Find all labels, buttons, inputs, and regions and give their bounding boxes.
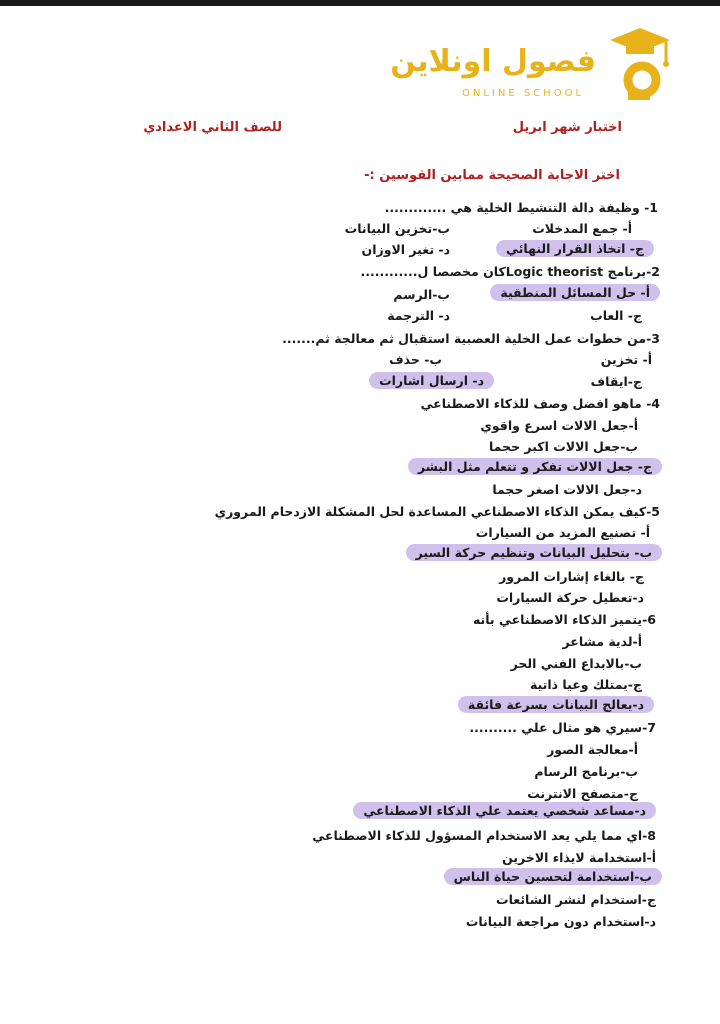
question-7: 7-سيري هو مثال علي .......... [469, 720, 656, 735]
option-1d: د- تغير الاوزان [361, 242, 450, 257]
top-border [0, 0, 720, 6]
option-5c: ج- بالغاء إشارات المرور [499, 569, 644, 584]
option-3d-highlighted: د- ارسال اشارات [369, 372, 494, 389]
option-6d-highlighted: د-يعالج البيانات بسرعة فائقة [458, 696, 654, 713]
option-4a: أ-جعل الالات اسرع واقوي [480, 418, 638, 433]
option-6c: ج-يمتلك وعيا ذاتية [530, 677, 642, 692]
option-8b-highlighted: ب-استخدامة لتحسين حياة الناس [444, 868, 662, 885]
option-2a-highlighted: أ- حل المسائل المنطقية [490, 284, 660, 301]
option-8c: ج-استخدام لنشر الشائعات [496, 892, 656, 907]
option-1a: أ- جمع المدخلات [532, 221, 632, 236]
option-6a: أ-لدية مشاعر [562, 634, 642, 649]
exam-title: اختبار شهر ابريل [512, 120, 622, 135]
option-7d-highlighted: د-مساعد شخصي يعتمد علي الذكاء الاصطناعي [353, 802, 656, 819]
question-8: 8-اي مما يلي يعد الاستخدام المسؤول للذكاء الاصطناعي [312, 828, 656, 843]
option-4c-highlighted: ج- جعل الالات تفكر و تتعلم مثل البشر [408, 458, 662, 475]
option-3b: ب- حذف [389, 352, 442, 367]
option-3c: ج-ايقاف [590, 374, 642, 389]
logo-arabic-text: فصول اونلاين [390, 44, 596, 79]
option-8a: أ-استخدامة لايذاء الاخرين [502, 850, 656, 865]
option-8d: د-استخدام دون مراجعة البيانات [465, 914, 656, 929]
option-3a: أ- تخزين [600, 352, 652, 367]
option-7b: ب-برنامج الرسام [534, 764, 638, 779]
question-3: 3-من خطوات عمل الخلية العصبية استقبال ثم معالجة ثم....... [282, 331, 660, 346]
option-1c-highlighted: ج- اتخاذ القرار النهائي [496, 240, 654, 257]
option-7c: ج-متصفح الانترنت [527, 786, 638, 801]
option-2b: ب-الرسم [393, 287, 450, 302]
option-4b: ب-جعل الالات اكبر حجما [488, 439, 638, 454]
option-1b: ب-تخزين البيانات [344, 221, 450, 236]
option-2d: د- الترجمة [387, 308, 450, 323]
question-4: 4- ماهو افضل وصف للذكاء الاصطناعي [420, 396, 660, 411]
graduation-cap-icon [608, 26, 672, 106]
option-5a: أ- تصنيع المزيد من السيارات [475, 525, 650, 540]
grade-label: للصف الثاني الاعدادي [143, 120, 282, 135]
option-5b-highlighted: ب- بتحليل البيانات وتنظيم حركة السير [406, 544, 662, 561]
option-4d: د-جعل الالات اصغر حجما [492, 482, 642, 497]
question-2: 2-برنامج Logic theoristكان مخصصا ل............ [360, 264, 660, 279]
option-5d: د-تعطيل حركة السيارات [496, 590, 644, 605]
option-7a: أ-معالجة الصور [547, 742, 638, 757]
logo-english-text: ONLINE SCHOOL [462, 88, 585, 99]
question-1: 1- وظيفة دالة التنشيط الخلية هي ............. [384, 200, 658, 215]
option-6b: ب-بالابداع الفني الحر [510, 656, 642, 671]
option-2c: ج- العاب [590, 308, 642, 323]
instruction-text: اختر الاجابة الصحيحة ممابين القوسين :- [364, 168, 620, 183]
question-5: 5-كيف يمكن الذكاء الاصطناعي المساعدة لحل المشكلة الازدحام المروري [214, 504, 660, 519]
question-6: 6-يتميز الذكاء الاصطناعي بأنه [472, 612, 656, 627]
